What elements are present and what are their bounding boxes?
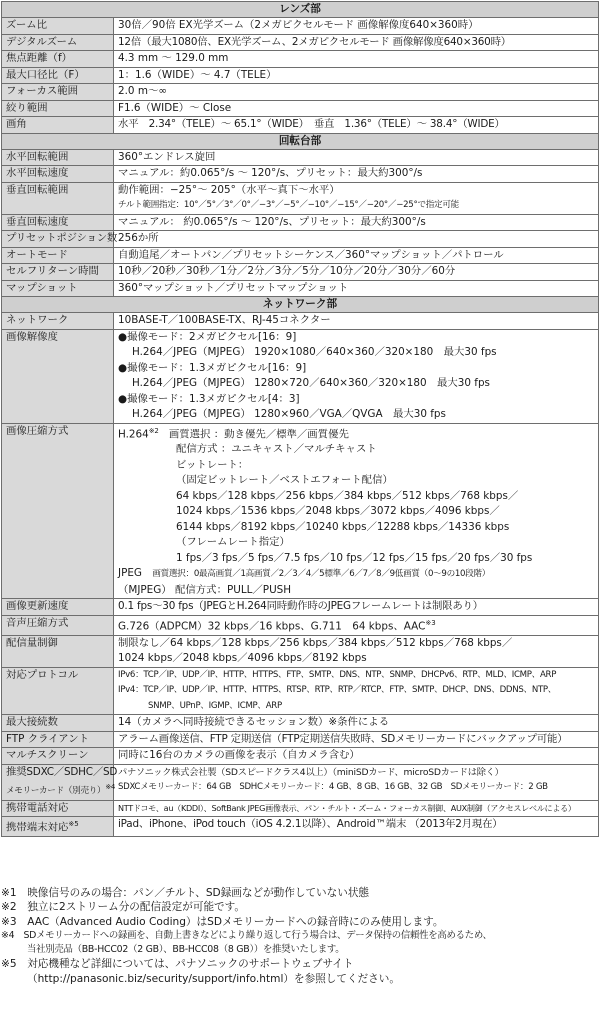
- spec-key: ネットワーク: [2, 313, 114, 330]
- spec-row-map-shot: [2, 280, 599, 297]
- protocol-line: IPv6：TCP／IP、UDP／IP、HTTP、HTTPS、FTP、SMTP、DNS、NTP、SNMP、DHCPv6、RTP、MLD、ICMP、ARP: [118, 669, 557, 680]
- resolution-line: ●撮像モード：1.3メガピクセル[4：3]: [118, 392, 300, 405]
- spec-value: 30倍／90倍 EX光学ズーム（2メガピクセルモード 画像解像度640×360時）: [114, 18, 599, 35]
- spec-value: 水平 2.34°（TELE）～ 65.1°（WIDE） 垂直 1.36°（TELE）～ 38.4°（WIDE）: [114, 117, 599, 134]
- spec-row-pan-range: [2, 149, 599, 166]
- h264-line: 配信方式 ：ユニキャスト／マルチキャスト: [176, 443, 377, 456]
- spec-value: [114, 182, 599, 214]
- spec-row-resolution: [2, 329, 599, 423]
- spec-key: 画像更新速度: [2, 599, 114, 616]
- spec-key: 画角: [2, 117, 114, 134]
- section-header-lens: レンズ部: [2, 2, 599, 18]
- spec-key: 最大口径比（F）: [2, 67, 114, 84]
- spec-key: 最大接続数: [2, 715, 114, 732]
- footnote-4: ※4 SDメモリーカードへの録画を、自動上書きなどにより繰り返して行う場合は、データ保持の信頼性を高めるため、: [1, 929, 492, 941]
- spec-row-compression: [2, 423, 599, 599]
- spec-row-tilt-range: [2, 182, 599, 214]
- spec-key: フォーカス範囲: [2, 84, 114, 101]
- mjpeg-line: （MJPEG） 配信方式：PULL／PUSH: [118, 583, 292, 596]
- spec-row-preset-positions: [2, 231, 599, 248]
- h264-line: 6144 kbps／8192 kbps／10240 kbps／12288 kbps／14336 kbps: [176, 520, 510, 533]
- spec-key: デジタルズーム: [2, 34, 114, 51]
- tilt-limit-line: チルト範囲指定：10°／5°／3°／0°／−3°／−5°／−10°／−15°／−20°／−25°で指定可能: [118, 200, 459, 210]
- h264-line: （固定ビットレート／ベストエフォート配信）: [176, 474, 393, 487]
- footnote-1: ※1 映像信号のみの場合：パン／チルト、SD録画などが動作していない状態: [1, 887, 370, 899]
- footnote-4-cont: 当社別売品（BB-HCC02（2 GB）、BB-HCC08（8 GB））を推奨いたします。: [27, 944, 345, 956]
- footnote-5-cont: （http://panasonic.biz/security/support/info.html）を参照してください。: [27, 972, 400, 985]
- spec-row-mobile-terminal: [2, 817, 599, 837]
- spec-row-digital-zoom: [2, 34, 599, 51]
- spec-value: 12倍（最大1080倍、EX光学ズーム、2メガピクセルモード 画像解像度640×360時）: [114, 34, 599, 51]
- spec-value: 360°マップショット／プリセットマップショット: [114, 280, 599, 297]
- jpeg-line: JPEG 画質選択：0最高画質／1高画質／2／3／4／5標準／6／7／8／9低画質（0～9の10段階）: [118, 567, 491, 580]
- spec-key: 対応プロトコル: [2, 667, 114, 715]
- spec-row-multiscreen: [2, 748, 599, 765]
- spec-key: 画像圧縮方式: [2, 423, 114, 599]
- spec-row-mobile-phone: [2, 800, 599, 817]
- spec-value: 同時に16台のカメラの画像を表示（自カメラ含む）: [114, 748, 599, 765]
- resolution-line: H.264／JPEG（MJPEG） 1280×720／640×360／320×180 最大30 fps: [132, 377, 490, 389]
- spec-key: 絞り範囲: [2, 100, 114, 117]
- resolution-line: H.264／JPEG（MJPEG） 1920×1080／640×360／320×180 最大30 fps: [132, 346, 497, 358]
- resolution-line: ●撮像モード：2メガピクセル[16：9]: [118, 330, 297, 343]
- h264-line: （フレームレート指定）: [176, 536, 290, 549]
- h264-line: 64 kbps／128 kbps／256 kbps／384 kbps／512 kbps／768 kbps／: [176, 489, 519, 502]
- spec-value: 10秒／20秒／30秒／1分／2分／3分／5分／10分／20分／30分／60分: [114, 264, 599, 281]
- h264-line: 1 fps／3 fps／5 fps／7.5 fps／10 fps／12 fps／15 fps／20 fps／30 fps: [176, 551, 533, 564]
- h264-line: ビットレート：: [176, 458, 249, 471]
- spec-row-iris-range: [2, 100, 599, 117]
- spec-key: 携帯電話対応: [2, 800, 114, 817]
- spec-value: 360°エンドレス旋回: [114, 149, 599, 166]
- spec-key: 画像解像度: [2, 329, 114, 423]
- spec-key: 水平回転速度: [2, 166, 114, 183]
- spec-key: マルチスクリーン: [2, 748, 114, 765]
- spec-row-focus-range: [2, 84, 599, 101]
- spec-value: 256か所: [114, 231, 599, 248]
- spec-key: 配信量制御: [2, 635, 114, 667]
- resolution-line: ●撮像モード：1.3メガピクセル[16：9]: [118, 361, 307, 374]
- spec-value: 制限なし／64 kbps／128 kbps／256 kbps／384 kbps／512 kbps／768 kbps／ 1024 kbps／2048 kbps／4096 kbps／8192 kbps: [114, 635, 599, 667]
- spec-row-audio: [2, 615, 599, 635]
- spec-key: セルフリターン時間: [2, 264, 114, 281]
- spec-key: 音声圧縮方式: [2, 615, 114, 635]
- spec-value: G.726（ADPCM）32 kbps／16 kbps、G.711 64 kbps、AAC$^{※3}$: [114, 615, 599, 635]
- spec-sheet: [1, 1, 598, 837]
- spec-row-focal-length: [2, 51, 599, 68]
- spec-row-pan-speed: [2, 166, 599, 183]
- spec-row-max-connections: [2, 715, 599, 732]
- spec-value: 4.3 mm ～ 129.0 mm: [114, 51, 599, 68]
- tilt-range-line: 動作範囲：−25°～ 205°（水平～真下～水平）: [118, 183, 340, 196]
- spec-row-angle-of-view: [2, 117, 599, 134]
- spec-value: [114, 329, 599, 423]
- protocol-line: IPv4：TCP／IP、UDP／IP、HTTP、HTTPS、RTSP、RTP、RTP／RTCP、FTP、SMTP、DHCP、DNS、DDNS、NTP、: [118, 685, 557, 696]
- h264-line: H.264$^{※2}$ 画質選択 ：動き優先／標準／画質優先: [118, 426, 349, 440]
- spec-key: 垂直回転範囲: [2, 182, 114, 214]
- spec-value: F1.6（WIDE）～ Close: [114, 100, 599, 117]
- spec-value: マニュアル：約0.065°/s ～ 120°/s、プリセット：最大約300°/s: [114, 166, 599, 183]
- resolution-line: H.264／JPEG（MJPEG） 1280×960／VGA／QVGA 最大30 fps: [132, 408, 446, 420]
- spec-key: ズーム比: [2, 18, 114, 35]
- spec-value: 2.0 m～∞: [114, 84, 599, 101]
- spec-key: 推奨SDXC／SDHC／SD メモリーカード（別売り）$^{※4}$: [2, 764, 114, 800]
- spec-value: 1：1.6（WIDE）～ 4.7（TELE）: [114, 67, 599, 84]
- spec-table: [1, 1, 599, 837]
- protocol-line: SNMP、UPnP、IGMP、ICMP、ARP: [148, 700, 282, 711]
- spec-value: パナソニック株式会社製（SDスピードクラス4以上）（miniSDカード、microSDカードは除く） SDXCメモリーカード：64 GB SDHCメモリーカード：4 GB、8 GB、16 GB、32 GB SDメモリーカード：2 GB: [114, 764, 599, 800]
- spec-value: 自動追尾／オートパン／プリセットシーケンス／360°マップショット／パトロール: [114, 247, 599, 264]
- h264-line: 1024 kbps／1536 kbps／2048 kbps／3072 kbps／4096 kbps／: [176, 505, 500, 518]
- spec-value: [114, 667, 599, 715]
- spec-key: オートモード: [2, 247, 114, 264]
- spec-value: アラーム画像送信、FTP 定期送信（FTP定期送信失敗時、SDメモリーカードにバックアップ可能）: [114, 731, 599, 748]
- spec-key: 水平回転範囲: [2, 149, 114, 166]
- spec-key: 携帯端末対応$^{※5}$: [2, 817, 114, 837]
- spec-row-refresh-rate: [2, 599, 599, 616]
- spec-row-sd-card: [2, 764, 599, 800]
- spec-value: 10BASE-T／100BASE-TX、RJ-45コネクター: [114, 313, 599, 330]
- spec-row-network: [2, 313, 599, 330]
- spec-row-protocol: [2, 667, 599, 715]
- spec-key: 垂直回転速度: [2, 214, 114, 231]
- section-header-rotation: 回転台部: [2, 133, 599, 149]
- spec-row-auto-mode: [2, 247, 599, 264]
- spec-row-bandwidth: [2, 635, 599, 667]
- spec-key: 焦点距離（f）: [2, 51, 114, 68]
- spec-row-tilt-speed: [2, 214, 599, 231]
- spec-key: マップショット: [2, 280, 114, 297]
- footnote-3: ※3 AAC（Advanced Audio Coding）はSDメモリーカードへの録音時にのみ使用します。: [1, 915, 444, 928]
- spec-row-aperture: [2, 67, 599, 84]
- spec-value: 0.1 fps～30 fps（JPEGとH.264同時動作時のJPEGフレームレートは制限あり）: [114, 599, 599, 616]
- spec-value: NTTドコモ、au（KDDI）、SoftBank JPEG画像表示、パン・チルト・ズーム・フォーカス制御、AUX制御（アクセスレベルによる）: [114, 800, 599, 817]
- spec-row-self-return: [2, 264, 599, 281]
- footnotes: [1, 886, 598, 986]
- footnote-5: ※5 対応機種など詳細については、パナソニックのサポートウェブサイト: [1, 958, 354, 971]
- spec-key: プリセットポジション数: [2, 231, 114, 248]
- spec-key: FTP クライアント: [2, 731, 114, 748]
- footnote-2: ※2 独立に2ストリーム分の配信設定が可能です。: [1, 901, 245, 914]
- spec-value: マニュアル： 約0.065°/s ～ 120°/s、プリセット：最大約300°/s: [114, 214, 599, 231]
- spec-value: 14（カメラへ同時接続できるセッション数）※条件による: [114, 715, 599, 732]
- spec-row-ftp: [2, 731, 599, 748]
- spec-row-zoom: [2, 18, 599, 35]
- spec-value: iPad、iPhone、iPod touch（iOS 4.2.1以降）、Android™端末 （2013年2月現在）: [114, 817, 599, 837]
- spec-value: [114, 423, 599, 599]
- section-header-network: ネットワーク部: [2, 297, 599, 313]
